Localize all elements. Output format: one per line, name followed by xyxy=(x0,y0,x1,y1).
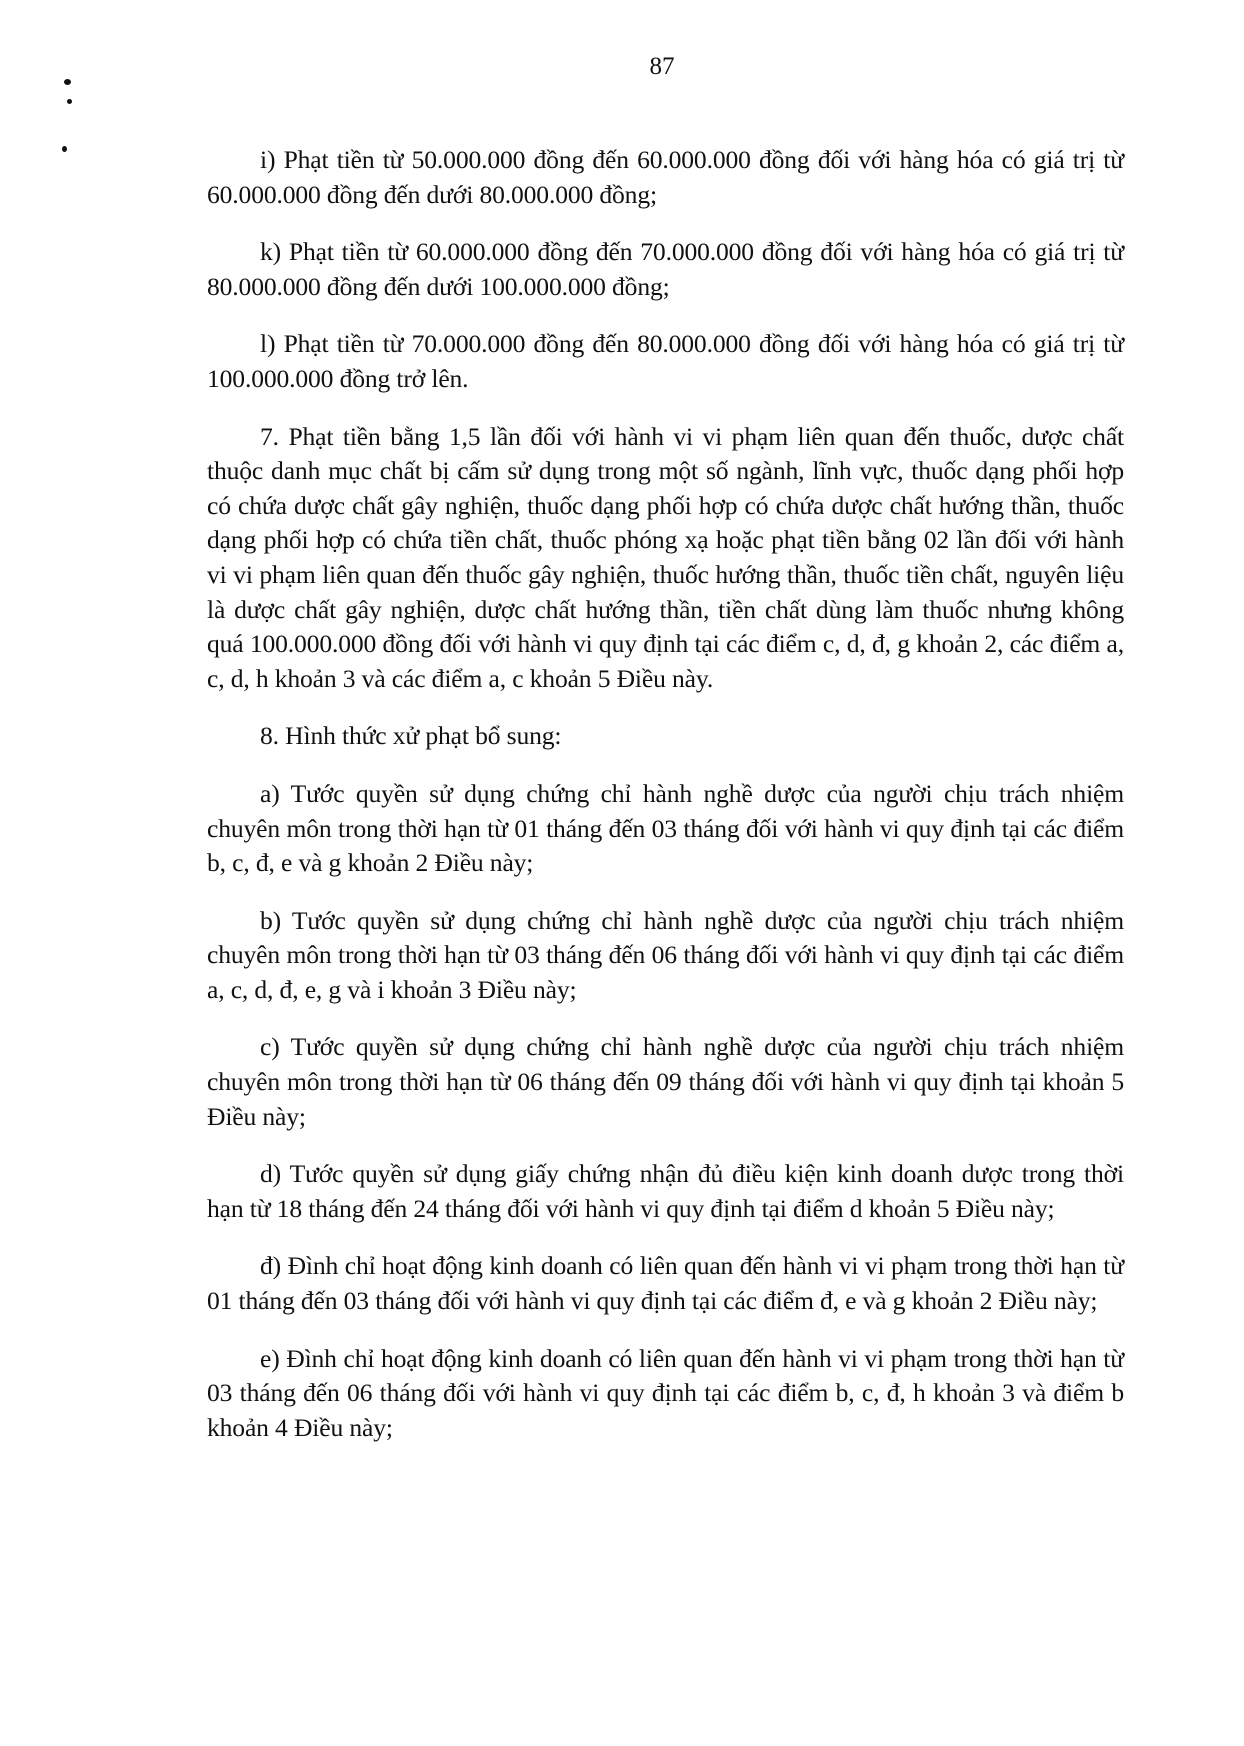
page-number: 87 xyxy=(649,53,675,80)
scan-speck-mark xyxy=(62,146,67,152)
paragraph-item-8a: a) Tước quyền sử dụng chứng chỉ hành nghề dược của người chịu trách nhiệm chuyên môn trong thời hạn từ 01 tháng đến 03 tháng đối với hành vi quy định tại các điểm b, c, đ, e và g khoản 2 Điều này; xyxy=(207,778,1124,878)
paragraph-item-8b: b) Tước quyền sử dụng chứng chỉ hành nghề dược của người chịu trách nhiệm chuyên môn trong thời hạn từ 03 tháng đến 06 tháng đối với hành vi quy định tại các điểm a, c, d, đ, e, g và i khoản 3 Điều này; xyxy=(207,905,1124,1004)
paragraph-item-8dd: đ) Đình chỉ hoạt động kinh doanh có liên quan đến hành vi vi phạm trong thời hạn từ 01 tháng đến 03 tháng đối với hành vi quy định tại các điểm đ, e và g khoản 2 Điều này; xyxy=(207,1251,1124,1316)
paragraph-clause-8-heading: 8. Hình thức xử phạt bổ sung: xyxy=(260,721,562,751)
paragraph-item-i: i) Phạt tiền từ 50.000.000 đồng đến 60.000.000 đồng đối với hàng hóa có giá trị từ 60.000.000 đồng đến dưới 80.000.000 đồng; xyxy=(207,145,1124,209)
scan-speck-mark xyxy=(67,99,72,104)
paragraph-clause-7: 7. Phạt tiền bằng 1,5 lần đối với hành vi vi phạm liên quan đến thuốc, dược chất thuộc danh mục chất bị cấm sử dụng trong một số ngành, lĩnh vực, thuốc dạng phối hợp có chứa dược chất gây nghiện, thuốc dạng phối hợp có chứa dược chất hướng thần, thuốc dạng phối hợp có chứa tiền chất, thuốc phóng xạ hoặc phạt tiền bằng 02 lần đối với hành vi vi phạm liên quan đến thuốc gây nghiện, thuốc hướng thần, thuốc tiền chất, nguyên liệu là dược chất gây nghiện, dược chất hướng thần, tiền chất dùng làm thuốc nhưng không quá 100.000.000 đồng đối với hành vi quy định tại các điểm c, d, đ, g khoản 2, các điểm a, c, d, h khoản 3 và các điểm a, c khoản 5 Điều này. xyxy=(207,421,1124,693)
paragraph-item-8e: e) Đình chỉ hoạt động kinh doanh có liên quan đến hành vi vi phạm trong thời hạn từ 03 tháng đến 06 tháng đối với hành vi quy định tại các điểm b, c, đ, h khoản 3 và điểm b khoản 4 Điều này; xyxy=(207,1343,1124,1442)
paragraph-item-8d: d) Tước quyền sử dụng giấy chứng nhận đủ điều kiện kinh doanh dược trong thời hạn từ 18 tháng đến 24 tháng đối với hành vi quy định tại điểm d khoản 5 Điều này; xyxy=(207,1159,1124,1223)
document-body xyxy=(207,143,1124,1445)
paragraph-item-k: k) Phạt tiền từ 60.000.000 đồng đến 70.000.000 đồng đối với hàng hóa có giá trị từ 80.000.000 đồng đến dưới 100.000.000 đồng; xyxy=(207,237,1124,301)
paragraph-item-8c: c) Tước quyền sử dụng chứng chỉ hành nghề dược của người chịu trách nhiệm chuyên môn trong thời hạn từ 06 tháng đến 09 tháng đối với hành vi quy định tại khoản 5 Điều này; xyxy=(207,1032,1124,1131)
paragraph-item-l: l) Phạt tiền từ 70.000.000 đồng đến 80.000.000 đồng đối với hàng hóa có giá trị từ 100.000.000 đồng trở lên. xyxy=(207,329,1124,393)
